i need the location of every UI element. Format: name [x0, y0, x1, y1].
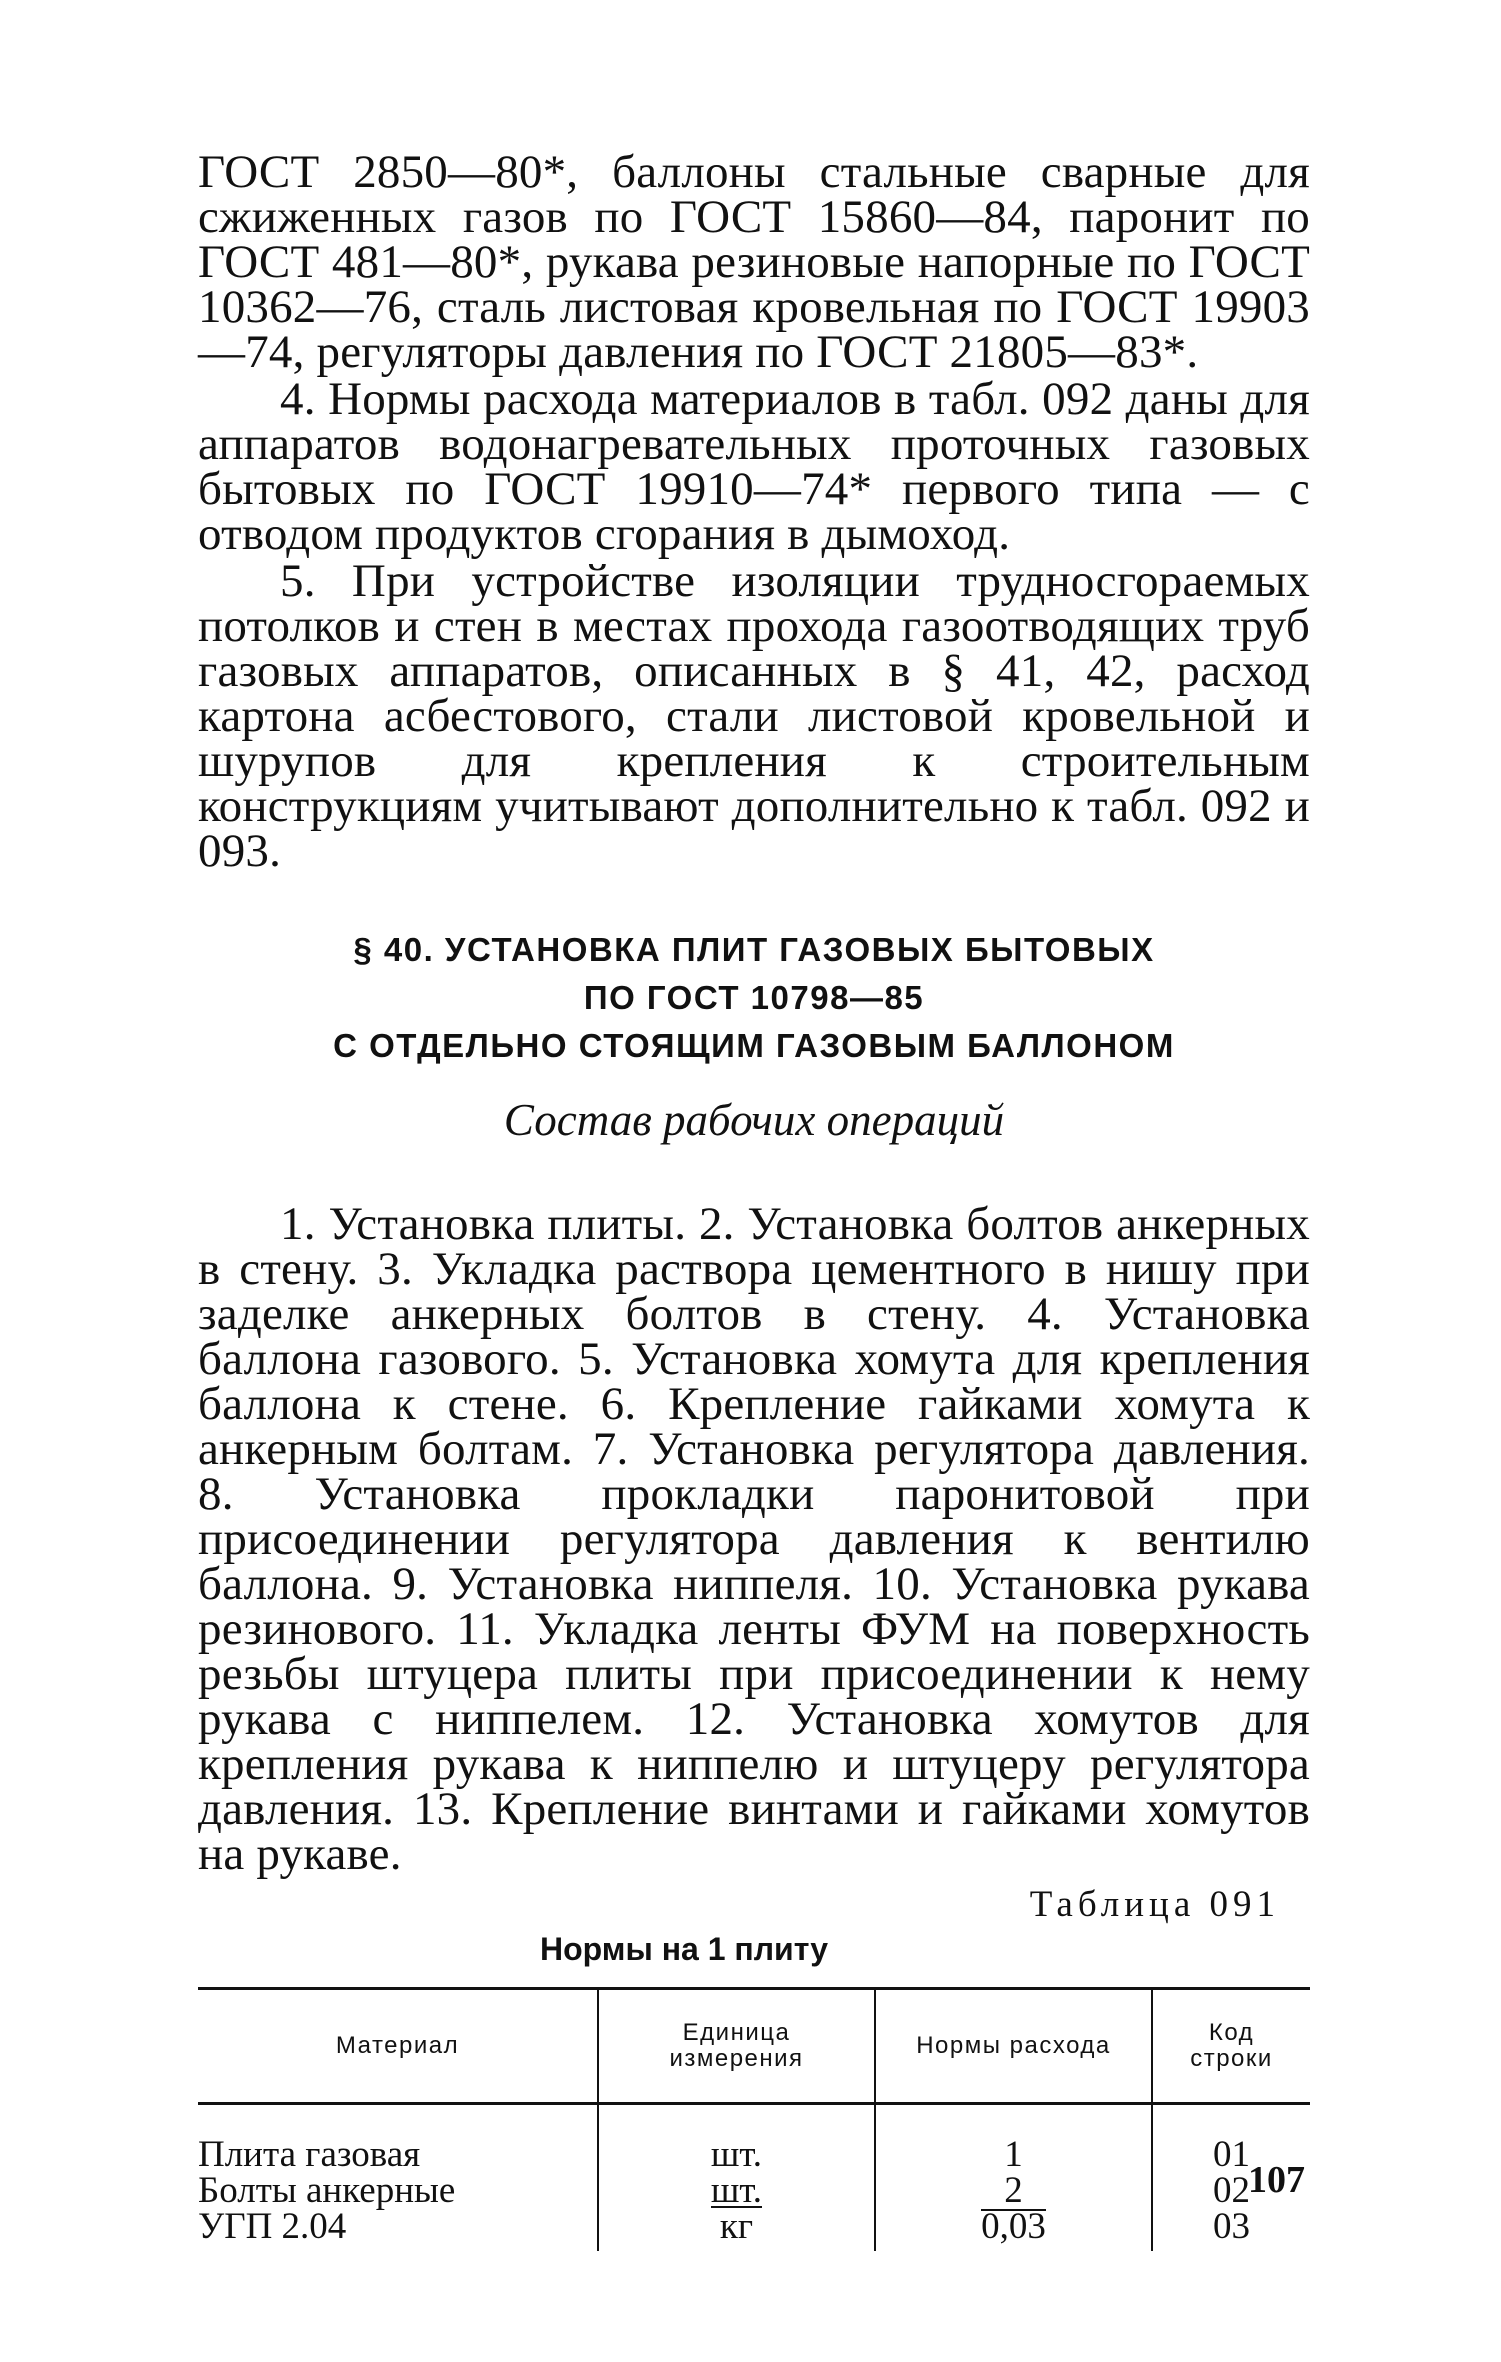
intro-paragraph-4: 4. Нормы расхода материалов в табл. 092 даны для аппаратов водонагревательных проточных газовых бытовых по ГОСТ 19910—74* первого типа — с отводом продуктов сгорания в дымоход.: [198, 373, 1310, 560]
table-caption: Нормы на 1 плиту: [540, 1931, 828, 1967]
code-value: 01: [1213, 2134, 1250, 2175]
header-unit-line: измерения: [669, 2045, 804, 2072]
code-value: 03: [1213, 2206, 1250, 2247]
norm-cell: [875, 2104, 1152, 2252]
code-value: 02: [1213, 2170, 1250, 2211]
norm-value: 2: [1004, 2170, 1023, 2211]
header-code-line: Код: [1208, 2019, 1255, 2046]
norms-table: [198, 1987, 1310, 2251]
document-page: [198, 146, 1310, 2251]
section-heading-line: § 40. УСТАНОВКА ПЛИТ ГАЗОВЫХ БЫТОВЫХ: [353, 931, 1155, 968]
unit-cell: [598, 2104, 875, 2252]
header-code-line: строки: [1190, 2045, 1273, 2072]
header-unit-line: Единица: [682, 2019, 791, 2046]
material-cell: [198, 2104, 598, 2252]
norm-value-wrap: [877, 2206, 1150, 2247]
unit-value: кг: [719, 2206, 754, 2247]
unit-value: шт.: [710, 2134, 763, 2175]
section-heading-line: ПО ГОСТ 10798—85: [583, 979, 925, 1016]
unit-value-wrap: [600, 2170, 873, 2211]
norm-value: 0,03: [981, 2206, 1046, 2247]
norm-value: 1: [1004, 2134, 1023, 2175]
header-material: Материал: [198, 1989, 598, 2104]
unit-value: шт.: [710, 2170, 763, 2211]
section-heading-line: С ОТДЕЛЬНО СТОЯЩИМ ГАЗОВЫМ БАЛЛОНОМ: [333, 1027, 1175, 1064]
intro-paragraph-5: 5. При устройстве изоляции трудносгораемых потолков и стен в местах прохода газоотводящих труб газовых аппаратов, описанных в § 41, 42, расход картона асбестового, стали листовой кровельной и шурупов для крепления к строительным конструкциям учитывают дополнительно к табл. 092 и 093.: [198, 555, 1310, 877]
operations-paragraph: 1. Установка плиты. 2. Установка болтов анкерных в стену. 3. Укладка раствора цементного в нишу при заделке анкерных болтов в стену. 4. Установка баллона газового. 5. Установка хомута для крепления баллона к стене. 6. Крепление гайками хомута к анкерным болтам. 7. Установка регулятора давления. 8. Установка прокладки паронитовой при присоединении регулятора давления к вентилю баллона. 9. Установка ниппеля. 10. Установка рукава резинового. 11. Укладка ленты ФУМ на поверхность резьбы штуцера плиты при присоединении к нему рукава с ниппелем. 12. Установка хомутов для крепления рукава к ниппелю и штуцеру регулятора давления. 13. Крепление винтами и гайками хомутов на рукаве.: [198, 1198, 1310, 1880]
intro-paragraph-continuation: ГОСТ 2850—80*, баллоны стальные сварные для сжиженных газов по ГОСТ 15860—84, паронит по ГОСТ 481—80*, рукава резиновые напорные по ГОСТ 10362—76, сталь листовая кровельная по ГОСТ 19903—74, регуляторы давления по ГОСТ 21805—83*.: [198, 146, 1310, 378]
header-norm: Нормы расхода: [875, 1989, 1152, 2104]
page-number: 107: [1248, 2159, 1305, 2201]
material-name: УГП 2.04: [198, 2206, 347, 2247]
section-heading: [198, 926, 1310, 1070]
section-subheading: Состав рабочих операций: [503, 1095, 1005, 1145]
material-name: Болты анкерные: [198, 2170, 456, 2211]
material-name: Плита газовая: [198, 2134, 421, 2175]
table-label: Таблица 091: [1029, 1884, 1280, 1925]
header-code: [1152, 1989, 1310, 2104]
table-header-row: [198, 1989, 1310, 2104]
table-row: [198, 2104, 1310, 2252]
header-unit: [598, 1989, 875, 2104]
